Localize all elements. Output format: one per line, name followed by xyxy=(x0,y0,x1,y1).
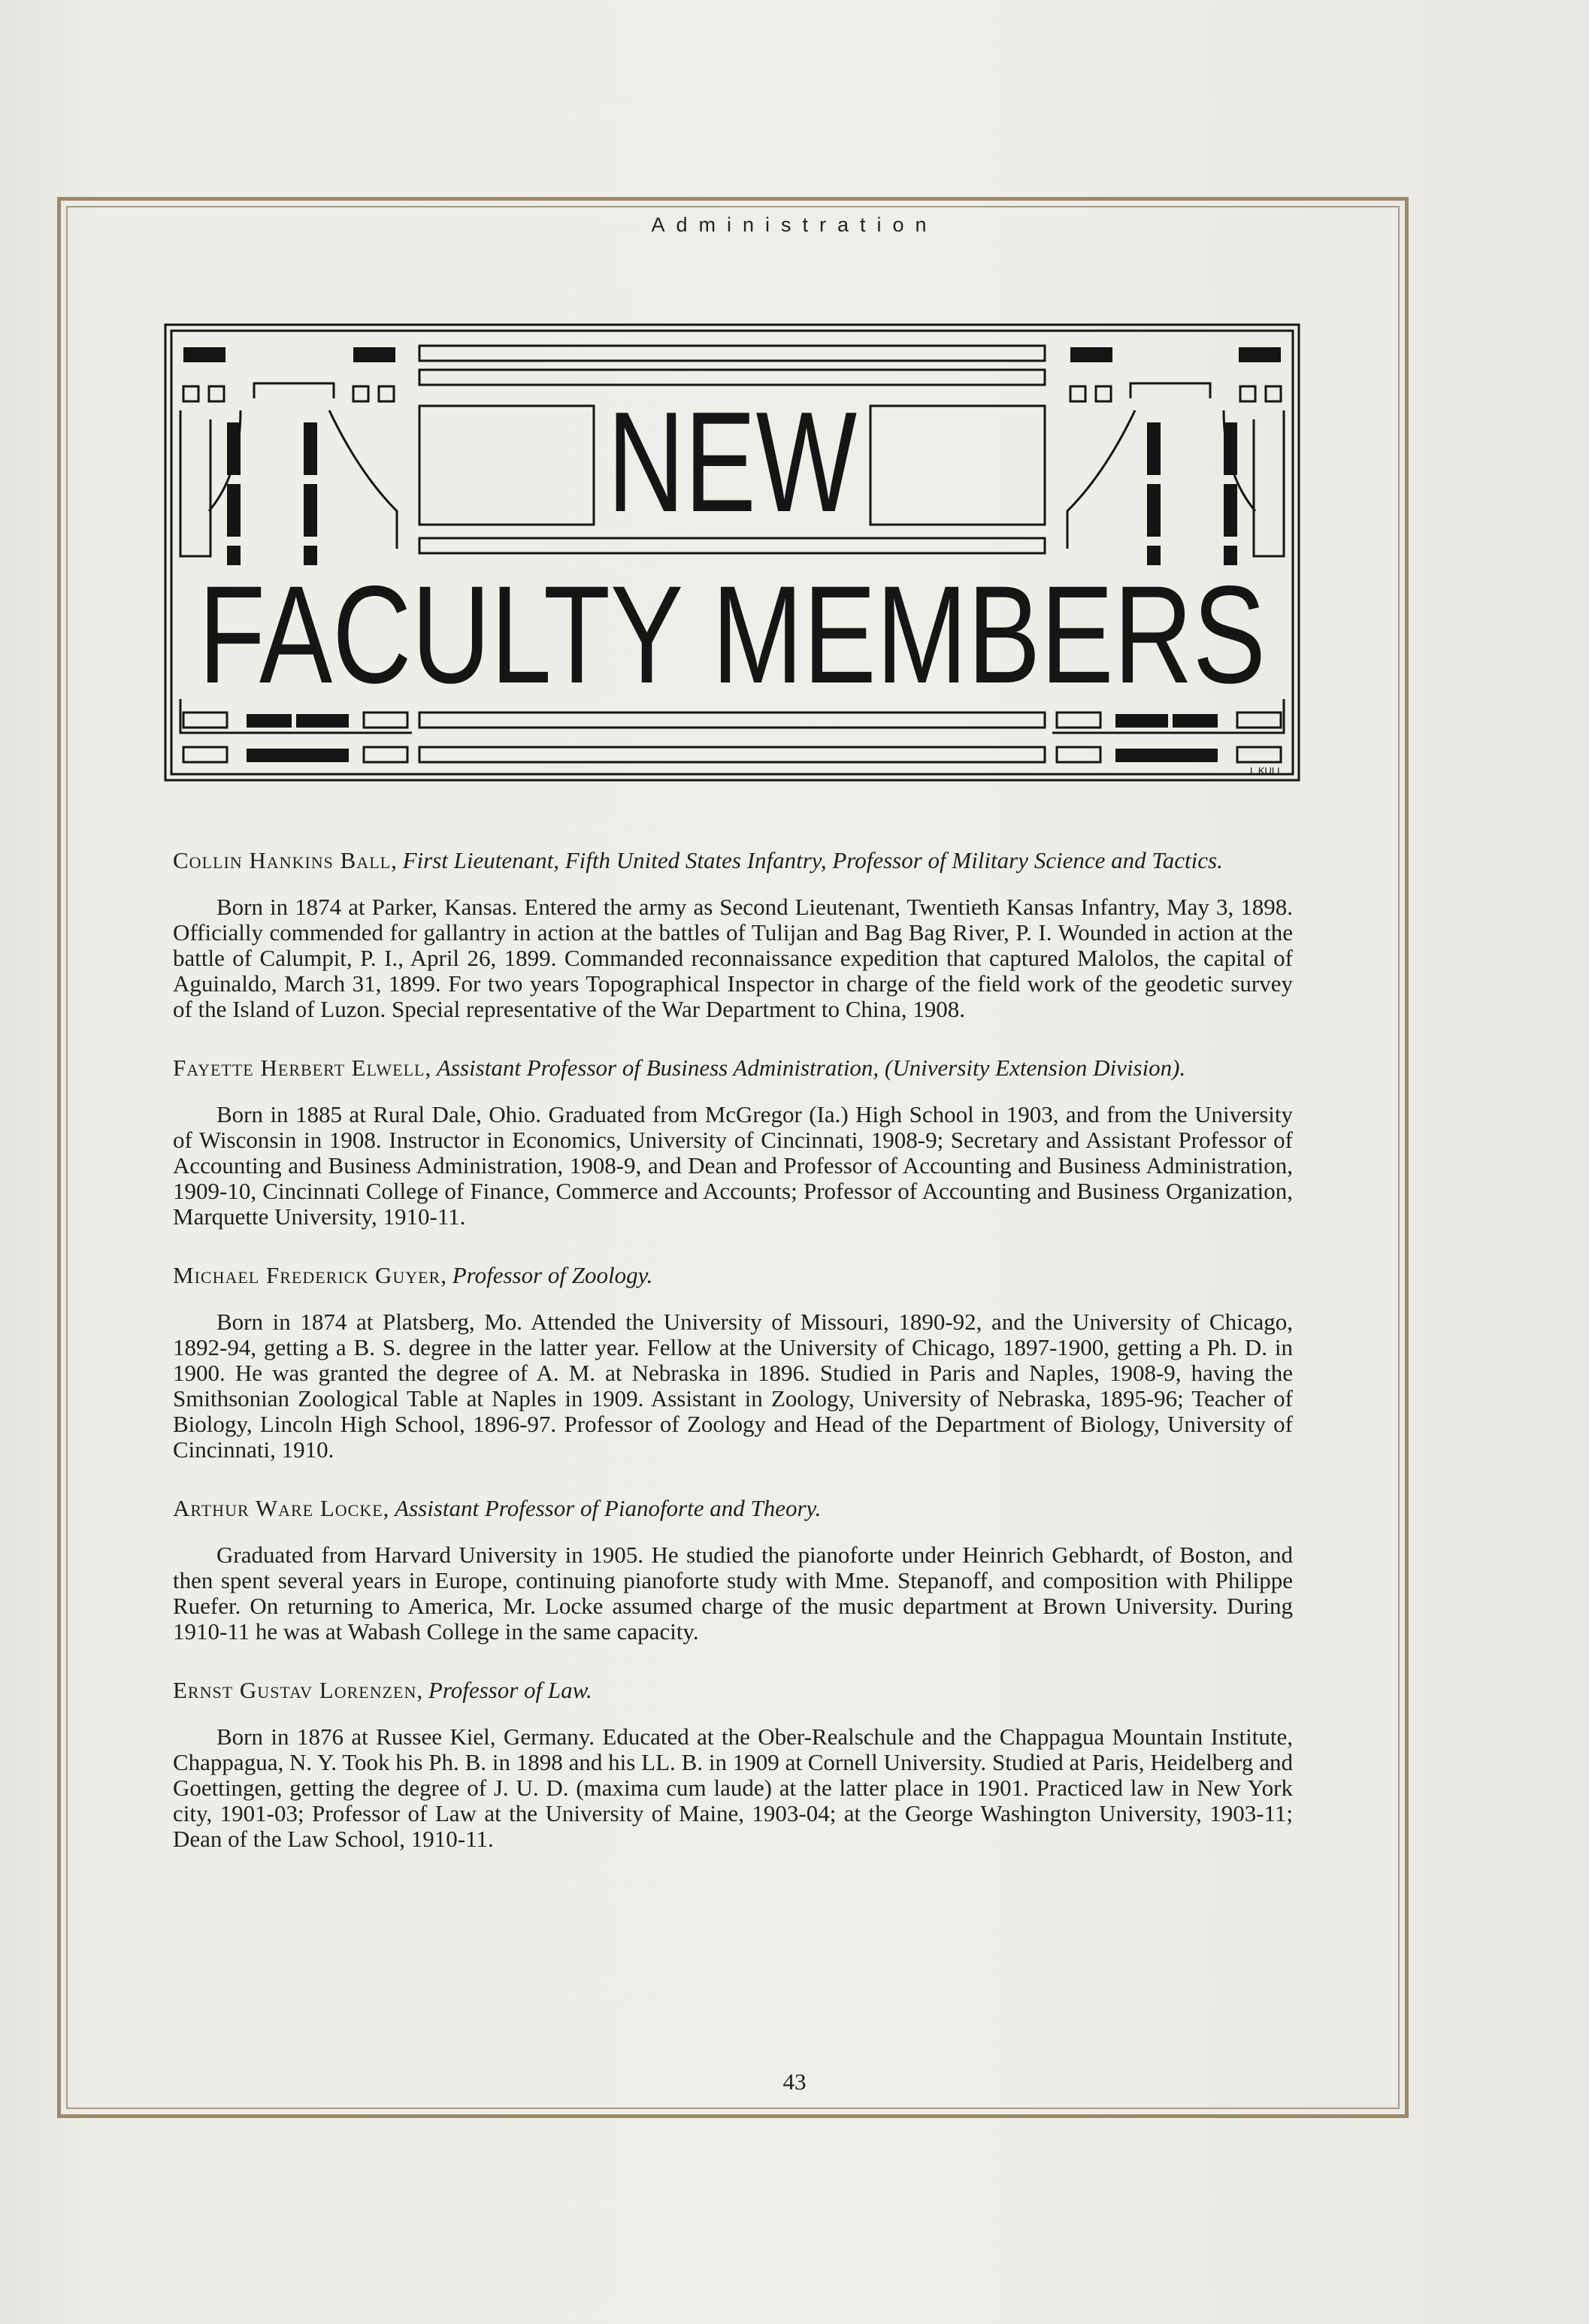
faculty-bio: Graduated from Harvard University in 1905. He studied the pianoforte under Heinrich Gebhardt, of Boston, and then spent several years in Europe, continuing pianoforte study with Mme. Stepanoff, and composition with Philippe Ruefer. On returning to America, Mr. Locke assumed charge of the music department at Brown University. During 1910-11 he was at Wabash College in the same capacity. xyxy=(173,1542,1293,1645)
faculty-name: Arthur Ware Locke xyxy=(173,1495,383,1521)
faculty-name: Ernst Gustav Lorenzen xyxy=(173,1677,417,1703)
faculty-entry xyxy=(173,1263,1293,1463)
banner-line1: NEW xyxy=(607,383,857,542)
banner-ornament xyxy=(164,323,1300,783)
faculty-name: Michael Frederick Guyer xyxy=(173,1262,441,1288)
entry-heading: Collin Hankins Ball, First Lieutenant, Fifth United States Infantry, Professor of Military Science and Tactics. xyxy=(173,847,1223,873)
faculty-name: Fayette Herbert Elwell xyxy=(173,1055,425,1081)
banner-artist-signature: L.KULL. xyxy=(1250,765,1285,776)
faculty-name: Collin Hankins Ball xyxy=(173,847,392,873)
banner-line2: FACULTY MEMBERS xyxy=(198,558,1266,713)
faculty-title: Assistant Professor of Business Administration, (University Extension Division). xyxy=(436,1055,1186,1081)
faculty-bio: Born in 1885 at Rural Dale, Ohio. Graduated from McGregor (Ia.) High School in 1903, and from the University of Wisconsin in 1908. Instructor in Economics, University of Cincinnati, 1908-9; Secretary and Assistant Professor of Accounting and Business Administration, 1908-9, and Dean and Professor of Accounting and Business Administration, 1909-10, Cincinnati College of Finance, Commerce and Accounts; Professor of Accounting and Business Organization, Marquette University, 1910-11. xyxy=(173,1101,1293,1230)
faculty-bio: Born in 1874 at Platsberg, Mo. Attended the University of Missouri, 1890-92, and the University of Chicago, 1892-94, getting a B. S. degree in the latter year. Fellow at the University of Chicago, 1897-1900, getting a Ph. D. in 1900. He was granted the degree of A. M. at Nebraska in 1896. Studied in Paris and Naples, 1908-9, having the Smithsonian Zoological Table at Naples in 1909. Assistant in Zoology, University of Nebraska, 1895-96; Teacher of Biology, Lincoln High School, 1896-97. Professor of Zoology and Head of the Department of Biology, University of Cincinnati, 1910. xyxy=(173,1309,1293,1463)
page-number: 43 xyxy=(782,2068,807,2095)
faculty-bio: Born in 1876 at Russee Kiel, Germany. Educated at the Ober-Realschule and the Chappagua Mountain Institute, Chappagua, N. Y. Took his Ph. B. in 1898 and his LL. B. in 1909 at Cornell University. Studied at Paris, Heidelberg and Goettingen, getting the degree of J. U. D. (maxima cum laude) at the latter place in 1901. Practiced law in New York city, 1901-03; Professor of Law at the University of Maine, 1903-04; at the George Washington University, 1903-11; Dean of the Law School, 1910-11. xyxy=(173,1723,1293,1852)
faculty-title: Professor of Zoology. xyxy=(452,1262,653,1288)
faculty-title: First Lieutenant, Fifth United States Infantry, Professor of Military Science and Tactics. xyxy=(402,847,1223,873)
faculty-entry xyxy=(173,848,1293,1022)
entry-heading: Arthur Ware Locke, Assistant Professor of Pianoforte and Theory. xyxy=(173,1495,822,1521)
faculty-title: Professor of Law. xyxy=(428,1677,592,1703)
running-head: Administration xyxy=(651,213,938,236)
faculty-bio: Born in 1874 at Parker, Kansas. Entered the army as Second Lieutenant, Twentieth Kansas Infantry, May 3, 1898. Officially commended for gallantry in action at the battles of Tulijan and Bag Bag River, P. I. Wounded in action at the battle of Calumpit, P. I., April 26, 1899. Commanded reconnaissance expedition that captured Malolos, the capital of Aguinaldo, March 31, 1899. For two years Topographical Inspector in charge of the field work of the geodetic survey of the Island of Luzon. Special representative of the War Department to China, 1908. xyxy=(173,894,1293,1022)
new-faculty-members-banner xyxy=(164,323,1300,783)
entry-heading: Fayette Herbert Elwell, Assistant Professor of Business Administration, (University Extension Division). xyxy=(173,1055,1186,1081)
entry-heading: Michael Frederick Guyer, Professor of Zoology. xyxy=(173,1262,653,1288)
faculty-entry xyxy=(173,1055,1293,1230)
faculty-entries xyxy=(173,848,1293,1885)
faculty-entry xyxy=(173,1496,1293,1645)
faculty-entry xyxy=(173,1678,1293,1852)
faculty-title: Assistant Professor of Pianoforte and Theory. xyxy=(395,1495,822,1521)
entry-heading: Ernst Gustav Lorenzen, Professor of Law. xyxy=(173,1677,592,1703)
